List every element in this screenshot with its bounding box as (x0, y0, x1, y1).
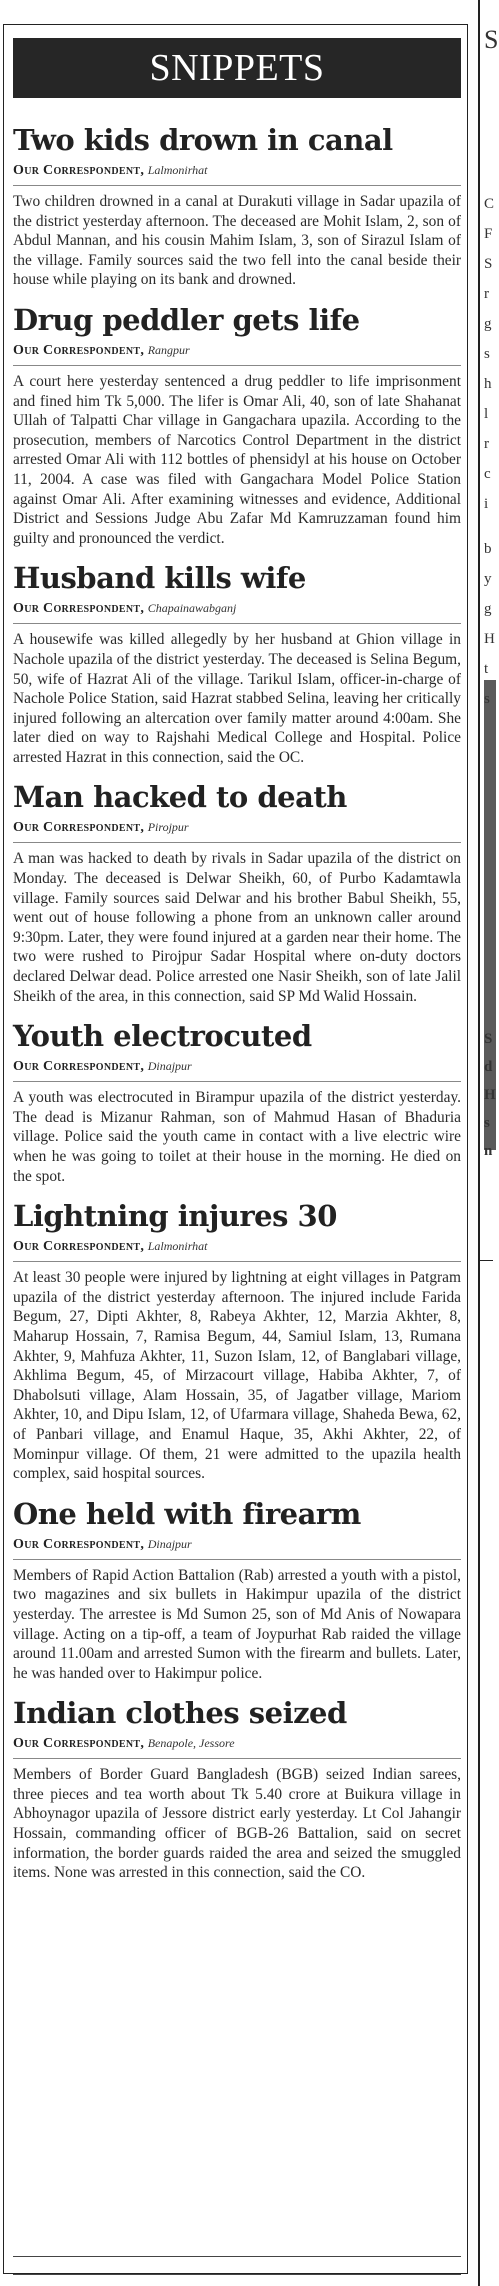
byline-author: Our Correspondent, (13, 1736, 145, 1752)
neighbor-column-letter: s (484, 346, 490, 362)
article-byline (13, 162, 461, 179)
article-body: A housewife was killed allegedly by her husband at Ghion village in Nachole upazila of the district yesterday. The deceased is Selina Begum, 50, wife of Hazrat Ali of the village. Tarikul Islam, officer-in-charge of Nachole Police Station, said Hazrat stabbed Selina, leaving her critically injured following an altercation over family matter around 4:00am. She later died on way to Rajshahi Medical College and Hospital. Police arrested Hazrat in this connection, said the OC. (13, 631, 461, 766)
byline-rule (13, 1261, 461, 1262)
article-byline (13, 600, 461, 617)
article (13, 304, 461, 562)
neighbor-column-letter: s (484, 1115, 490, 1131)
article-body: A man was hacked to death by rivals in Sadar upazila of the district on Monday. The deceased is Delwar Sheikh, 60, of Purbo Kadamtawla village. Family sources said Delwar and his brother Babul Sheikh, 55, went out of house following a phone from an unknown caller around 9:30pm. Later, they were found injured at a garden near their home. The two were rushed to Pirojpur Sadar Hospital where on-duty doctors declared Delwar dead. Police arrested one Nasir Sheikh, son of late Jalil Sheikh of the area, in this connection, said SP Md Walid Hossain. (13, 850, 461, 1005)
article-byline (13, 1536, 461, 1553)
article-headline: Indian clothes seized (13, 1696, 347, 1731)
neighbor-column-letter: F (484, 226, 493, 242)
byline-location: Rangpur (147, 342, 190, 357)
article-headline: Lightning injures 30 (13, 1199, 337, 1234)
neighbor-column-letter: H (484, 631, 495, 647)
section-banner: SNIPPETS (13, 38, 461, 98)
article-headline: Youth electrocuted (13, 1019, 312, 1054)
article-byline (13, 819, 461, 836)
neighbor-column-letter: g (484, 601, 492, 617)
article-gap (13, 290, 461, 304)
article (13, 1020, 461, 1200)
neighbor-column-letter: y (484, 571, 492, 587)
snippets-column (13, 124, 461, 1883)
byline-location: Lalmonirhat (147, 1239, 208, 1254)
byline-rule (13, 1081, 461, 1082)
neighbor-column-letter: S (484, 1031, 493, 1047)
neighbor-column-letter: r (484, 286, 489, 302)
byline-author: Our Correspondent, (13, 342, 145, 358)
neighbor-column-letter: h (484, 376, 492, 392)
byline-location: Benapole, Jessore (147, 1736, 235, 1751)
neighbor-column-letter: i (484, 496, 489, 512)
article-body: Members of Border Guard Bangladesh (BGB) seized Indian sarees, three pieces and tea worth about Tk 5.40 crore at Buikura village in Abhoynagor upazila of Jessore district early yesterday. Lt Col Jahangir Hossain, commanding officer of BGB-26 Battalion, said on secret information, the border guards raided the area and seized the smuggled items. None was arrested in this connection, said the CO. (13, 1766, 461, 1882)
article-byline (13, 1735, 461, 1752)
article-gap (13, 1683, 461, 1697)
article-gap (13, 548, 461, 562)
article (13, 781, 461, 1020)
neighbor-column-letter: S (484, 25, 499, 54)
neighbor-column-letter: d (484, 1059, 493, 1075)
neighbor-column-letter: b (484, 541, 492, 557)
byline-location: Dinajpur (147, 1536, 192, 1551)
byline-author: Our Correspondent, (13, 820, 145, 836)
article-headline: Drug peddler gets life (13, 302, 360, 337)
neighbor-column-letter: S (484, 256, 493, 272)
byline-rule (13, 1758, 461, 1759)
article-gap (13, 767, 461, 781)
byline-rule (13, 365, 461, 366)
byline-rule (13, 185, 461, 186)
article-body: Members of Rapid Action Battalion (Rab) arrested a youth with a pistol, two magazines and six bullets in Hakimpur upazila of the district yesterday. The arrestee is Md Sumon 25, son of Md Anis of Nowapara village. Acting on a tip-off, a team of Joypurhat Rab raided the village around 11.00am and arrested Sumon with the firearm and bullets. Later, he was handed over to Hakimpur police. (13, 1566, 461, 1682)
byline-author: Our Correspondent, (13, 601, 145, 617)
bottom-divider (13, 2256, 461, 2257)
neighbor-column-letter: t (484, 661, 489, 677)
article-gap (13, 1484, 461, 1498)
byline-location: Lalmonirhat (147, 163, 208, 177)
article-headline: Two kids drown in canal (13, 123, 393, 157)
neighbor-column-letter: s (484, 691, 490, 707)
neighbor-column-letter: H (484, 1087, 496, 1103)
byline-author: Our Correspondent, (13, 163, 145, 178)
byline-rule (13, 1559, 461, 1560)
byline-rule (13, 623, 461, 624)
byline-author: Our Correspondent, (13, 1059, 145, 1075)
article-body: At least 30 people were injured by lightning at eight villages in Patgram upazila of the district yesterday afternoon. The injured include Farida Begum, 27, Dipti Akhter, 8, Rabeya Akhter, 12, Marzia Akhter, 8, Maharup Hossain, 7, Ramisa Begum, 44, Samiul Islam, 13, Rumana Akhter, 9, Mahfuza Akhter, 11, Suzon Islam, 12, of Banglabari village, Akhlima Begum, 45, of Mirzacourt village, Habiba Akhter, 7, of Dhabolsuti village, Alam Hossain, 35, of Jagatber village, Mariom Akhter, 10, and Dipu Islam, 12, of Ufarmara village, Shaheda Bewa, 62, of Panbari village, and Enamul Haque, 35, Akhi Akhter, 22, of Mominpur village. Of them, 21 were admitted to the upazila health complex, said hospital sources. (13, 1269, 461, 1483)
byline-author: Our Correspondent, (13, 1536, 145, 1552)
byline-author: Our Correspondent, (13, 1239, 145, 1255)
neighbor-photo (484, 680, 496, 1150)
neighbor-column-letter: C (484, 196, 495, 212)
neighbor-column-letter: n (484, 1143, 493, 1159)
byline-location: Chapainawabganj (147, 601, 237, 616)
article (13, 1200, 461, 1498)
article-body: A youth was electrocuted in Birampur upazila of the district yesterday. The dead is Mizanur Rahman, son of Mahmud Hasan of Bhaduria village. Police said the youth came in contact with a live electric wire when he was going to toilet at their house in the morning. He died on the spot. (13, 1089, 461, 1185)
article (13, 1498, 461, 1698)
article-headline: Husband kills wife (13, 561, 306, 596)
article-byline (13, 1238, 461, 1255)
article-headline: Man hacked to death (13, 780, 347, 815)
byline-rule (13, 842, 461, 843)
neighbor-column-letter: r (484, 436, 489, 452)
article-byline (13, 342, 461, 359)
article-gap (13, 1006, 461, 1020)
neighbor-column-letter: l (484, 406, 489, 422)
bottom-divider-2 (13, 2274, 461, 2275)
article-body: A court here yesterday sentenced a drug peddler to life imprisonment and fined him Tk 5,000. The lifer is Omar Ali, 40, son of late Shahanat Ullah of Talpatti Char village in Gangachara upazila. According to the prosecution, members of Narcotics Control Department in the district arrested Omar Ali with 112 bottles of phensidyl at his house on October 11, 2004. A case was filed with Gangachara Model Police Station against Omar Ali. After examining witnesses and evidence, Additional District and Sessions Judge Abu Zafar Md Kamruzzaman found him guilty and pronounced the verdict. (13, 372, 461, 547)
neighbor-box (478, 1260, 493, 2270)
article (13, 1697, 461, 1883)
article-gap (13, 1186, 461, 1200)
byline-location: Dinajpur (147, 1059, 192, 1074)
article (13, 562, 461, 781)
byline-location: Pirojpur (147, 820, 189, 835)
neighbor-column-letter: c (484, 466, 491, 482)
article-headline: One held with firearm (13, 1496, 361, 1531)
article-body: Two children drowned in a canal at Durakuti village in Sadar upazila of the district yesterday afternoon. The deceased are Mohit Islam, 2, son of Abdul Mannan, and his cousin Mahim Islam, 3, son of Sirazul Islam of the village. Family sources said the two fell into the canal beside their house while playing on its bank and drowned. (13, 193, 461, 289)
article-byline (13, 1058, 461, 1075)
neighbor-column-letter: g (484, 316, 492, 332)
article (13, 124, 461, 304)
